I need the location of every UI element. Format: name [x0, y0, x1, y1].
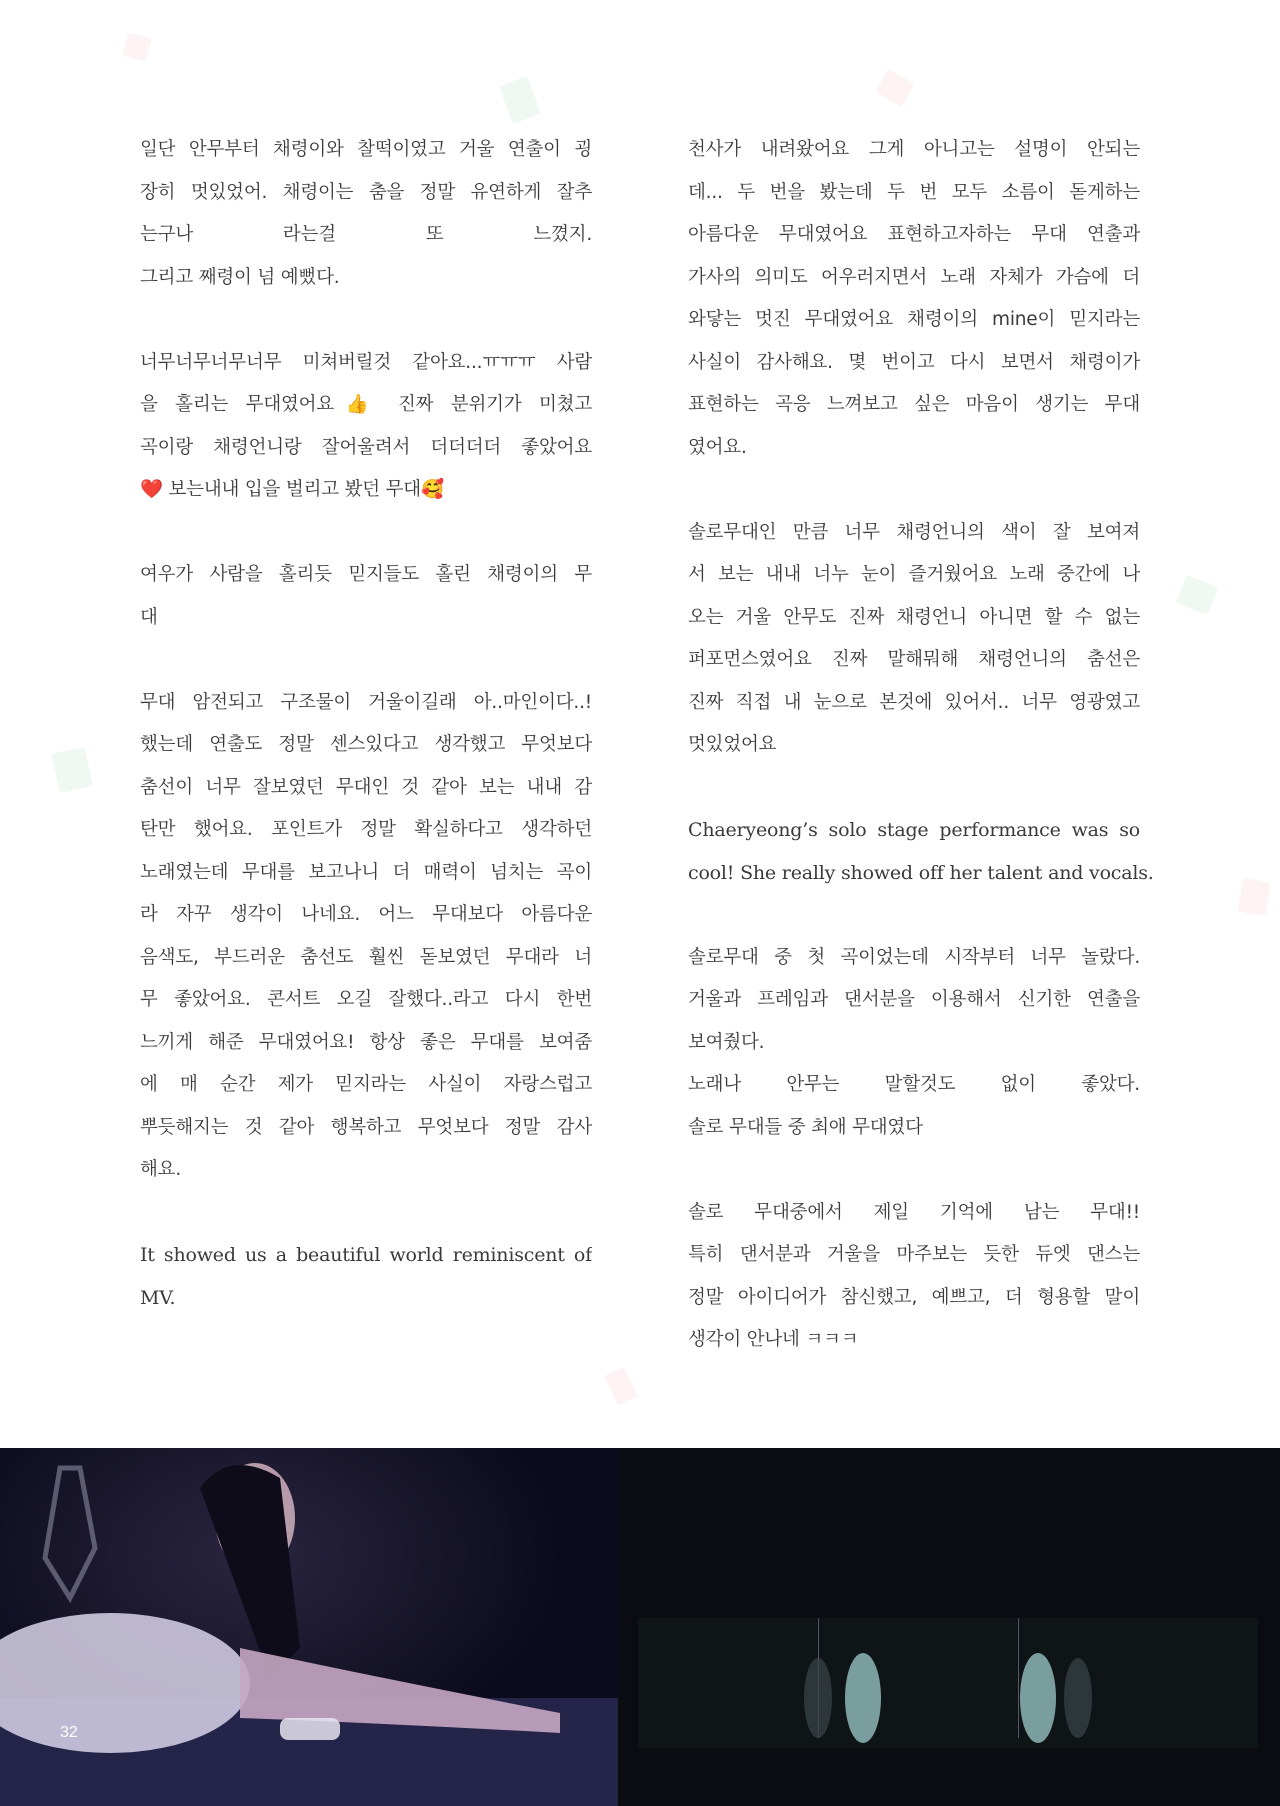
photo-strip	[0, 1448, 1280, 1806]
text-line: 했는데 연출도 정말 센스있다고 생각했고 무엇보다	[140, 734, 592, 755]
paragraph	[140, 1234, 592, 1319]
text-line: Chaeryeong’s solo stage performance was so	[688, 819, 1140, 841]
text-line: 장히 멋있었어. 채령이는 춤을 정말 유연하게 잘추	[140, 181, 592, 203]
page-number: 32	[60, 1724, 78, 1741]
text-line: 솔로 무대중에서 제일 기억에 남는 무대!!	[688, 1201, 1140, 1223]
paragraph	[688, 809, 1154, 894]
right-text-column	[688, 129, 1154, 1404]
text-line: 느끼게 해준 무대였어요! 항상 좋은 무대를 보여줌	[140, 1031, 592, 1053]
text-line: 아름다운 무대였어요 표현하고자하는 무대 연출과	[688, 224, 1140, 245]
paragraph	[140, 554, 592, 639]
text-line: 무 좋았어요. 콘서트 오길 잘했다..라고 다시 한번	[140, 989, 592, 1010]
text-line: 너무너무너무너무 미쳐버릴것 같아요...ㅠㅠㅠ 사람	[140, 351, 592, 373]
confetti-shape	[1237, 878, 1270, 916]
text-line: 을 홀리는 무대였어요👍 진짜 분위기가 미쳤고	[140, 394, 592, 415]
text-line: 와닿는 멋진 무대였어요 채령이의 mine이 믿지라는	[688, 309, 1140, 330]
text-line: 솔로 무대들 중 최애 무대였다	[688, 1116, 923, 1138]
text-line: 사실이 감사해요. 몇 번이고 다시 보면서 채령이가	[688, 351, 1140, 373]
paragraph	[688, 937, 1140, 1150]
text-line: 일단 안무부터 채령이와 찰떡이였고 거울 연출이 굉	[140, 139, 592, 160]
paragraph	[140, 682, 592, 1192]
text-line: 에 매 순간 제가 믿지라는 사실이 자랑스럽고	[140, 1074, 592, 1095]
text-line: 뿌듯해지는 것 같아 행복하고 무엇보다 정말 감사	[140, 1116, 592, 1138]
paragraph	[688, 512, 1140, 767]
text-line: 거울과 프레임과 댄서분을 이용해서 신기한 연출을	[688, 989, 1140, 1010]
stage-photo-mirror-dance	[618, 1448, 1280, 1806]
paragraph	[688, 129, 1140, 469]
text-line: 정말 아이디어가 참신했고, 예쁘고, 더 형용할 말이	[688, 1286, 1140, 1308]
text-line: 춤선이 너무 잘보였던 무대인 것 같아 보는 내내 감	[140, 776, 592, 798]
text-line: 표현하는 곡응 느껴보고 싶은 마음이 생기는 무대	[688, 394, 1140, 415]
text-line: 노래나 안무는 말할것도 없이 좋았다.	[688, 1074, 1140, 1095]
stage-photo-performer-lying	[0, 1448, 618, 1806]
text-line: 가사의 의미도 어우러지면서 노래 자체가 가슴에 더	[688, 266, 1140, 288]
text-line: 솔로무대인 만큼 너무 채령언니의 색이 잘 보여져	[688, 521, 1140, 543]
performer-photo-illustration	[0, 1448, 618, 1806]
text-line: 라 자꾸 생각이 나네요. 어느 무대보다 아름다운	[140, 904, 592, 925]
confetti-shape	[51, 747, 93, 793]
text-line: 생각이 안나네 ㅋㅋㅋ	[688, 1329, 859, 1350]
confetti-shape	[122, 32, 151, 61]
text-line: cool! She really showed off her talent and vocals.	[688, 861, 1154, 884]
paragraph	[688, 1192, 1140, 1362]
text-line: 오는 거울 안무도 진짜 채령언니 아니면 할 수 없는	[688, 606, 1140, 628]
dance-photo-illustration	[618, 1448, 1280, 1806]
text-line: 서 보는 내내 너누 눈이 즐거웠어요 노래 중간에 나	[688, 564, 1140, 585]
text-line: 솔로무대 중 첫 곡이었는데 시작부터 너무 놀랐다.	[688, 946, 1140, 968]
text-line: 특히 댄서분과 거울을 마주보는 듯한 듀엣 댄스는	[688, 1244, 1140, 1265]
text-line: It showed us a beautiful world reminiscent of	[140, 1244, 592, 1266]
text-line: 퍼포먼스였어요 진짜 말해뭐해 채령언니의 춤선은	[688, 649, 1140, 670]
text-line: 대	[140, 606, 158, 628]
text-line: 멋있었어요	[688, 734, 777, 755]
text-line: 음색도, 부드러운 춤선도 훨씬 돋보였던 무대라 너	[140, 946, 592, 968]
text-line: 보여줬다.	[688, 1031, 765, 1053]
paragraph	[140, 129, 592, 299]
text-line: 그리고 째령이 넘 예뻤다.	[140, 266, 340, 288]
confetti-shape	[499, 76, 541, 124]
text-line: MV.	[140, 1286, 176, 1309]
text-line: 였어요.	[688, 436, 747, 458]
confetti-shape	[876, 69, 915, 107]
text-line: 무대 암전되고 구조물이 거울이길래 아..마인이다..!	[140, 691, 592, 713]
text-line: 탄만 했어요. 포인트가 정말 확실하다고 생각하던	[140, 819, 592, 840]
text-line: 진짜 직접 내 눈으로 본것에 있어서.. 너무 영광였고	[688, 691, 1140, 713]
confetti-shape	[1176, 575, 1219, 616]
confetti-shape	[604, 1367, 637, 1405]
text-line: 천사가 내려왔어요 그게 아니고는 설명이 안되는	[688, 139, 1140, 160]
left-text-column	[140, 129, 592, 1362]
text-line: ❤️ 보는내내 입을 벌리고 봤던 무대🥰	[140, 479, 444, 500]
text-line: 해요.	[140, 1159, 182, 1180]
text-line: 는구나 라는걸 또 느꼈지.	[140, 224, 592, 245]
paragraph	[140, 342, 592, 512]
text-line: 노래였는데 무대를 보고나니 더 매력이 넘치는 곡이	[140, 861, 592, 883]
text-line: 데... 두 번을 봤는데 두 번 모두 소름이 돋게하는	[688, 181, 1140, 203]
text-line: 곡이랑 채령언니랑 잘어울려서 더더더더 좋았어요	[140, 436, 592, 458]
text-line: 여우가 사람을 홀리듯 믿지들도 홀린 채령이의 무	[140, 564, 592, 585]
